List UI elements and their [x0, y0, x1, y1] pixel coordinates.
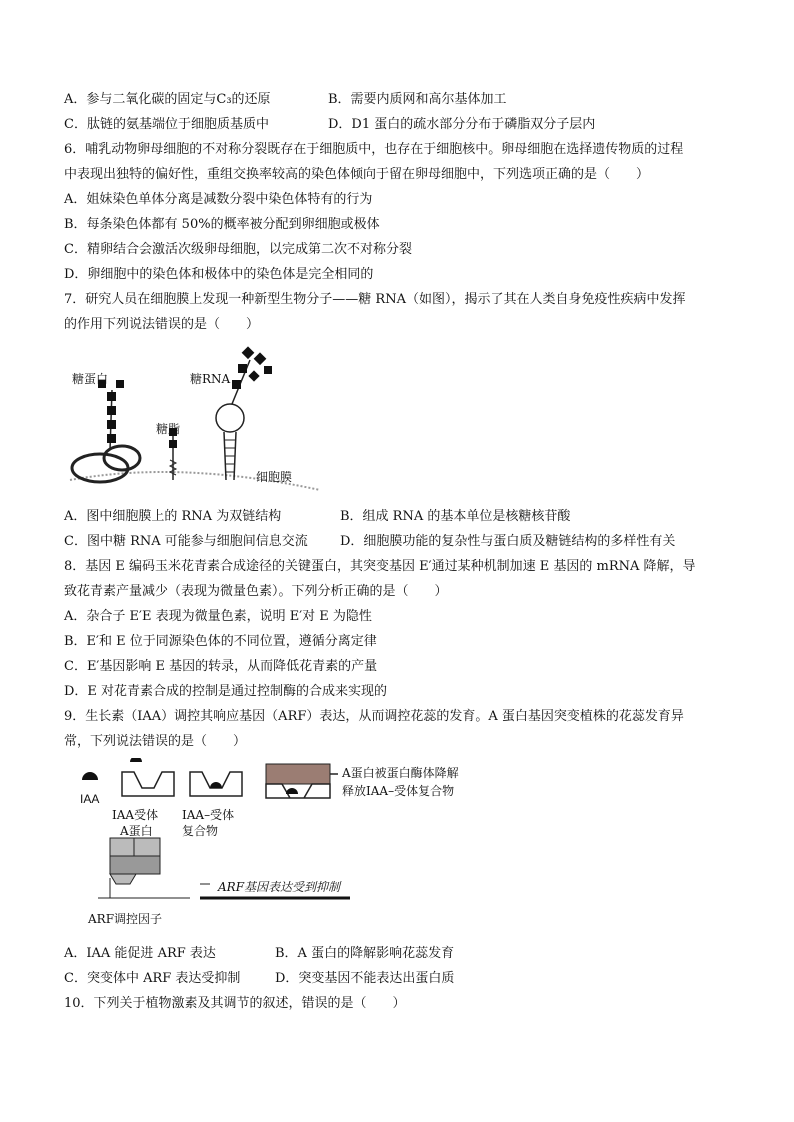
degradation-label-line2: 释放IAA–受体复合物	[342, 784, 455, 798]
q6-option-d: D．卵细胞中的染色体和极体中的染色体是完全相同的	[64, 267, 374, 282]
q9-option-a: A．IAA 能促进 ARF 表达	[64, 946, 216, 961]
q5-option-c: C．肽链的氨基端位于细胞质基质中	[64, 117, 269, 132]
arf-repressed-label: ARF基因表达受到抑制	[218, 880, 341, 894]
iaa-receptor-complex-label-line1: IAA–受体	[182, 808, 235, 822]
q7-option-b: B．组成 RNA 的基本单位是核糖核苷酸	[340, 509, 571, 524]
q6-stem-line1: 6．哺乳动物卵母细胞的不对称分裂既存在于细胞质中，也存在于细胞核中。卵母细胞在选择遗传物质的过程	[64, 142, 684, 157]
q10-stem: 10．下列关于植物激素及其调节的叙述，错误的是（ ）	[64, 996, 406, 1011]
glycolipid-label: 糖脂	[156, 422, 181, 436]
q7-option-a: A．图中细胞膜上的 RNA 为双链结构	[64, 509, 282, 524]
q8-stem-line1: 8．基因 E 编码玉米花青素合成途径的关键蛋白，其突变基因 E′通过某种机制加速 E 基因的 mRNA 降解，导	[64, 559, 696, 574]
q7-option-c: C．图中糖 RNA 可能参与细胞间信息交流	[64, 534, 308, 549]
q6-option-a: A．姐妹染色单体分离是减数分裂中染色体特有的行为	[64, 192, 373, 207]
q6-option-b: B．每条染色体都有 50%的概率被分配到卵细胞或极体	[64, 217, 380, 232]
arf-factor-label: ARF调控因子	[88, 912, 163, 926]
q6-stem-line2: 中表现出独特的偏好性，重组交换率较高的染色体倾向于留在卵母细胞中，下列选项正确的是（ ）	[64, 167, 650, 182]
glyco-rna-figure	[60, 340, 360, 500]
q5-option-d: D．D1 蛋白的疏水部分分布于磷脂双分子层内	[328, 117, 596, 132]
iaa-signaling-figure	[70, 758, 510, 938]
q7-stem-line2: 的作用下列说法错误的是（ ）	[64, 317, 260, 332]
glyco-rna-shape	[216, 346, 272, 480]
glycoprotein-shape	[72, 380, 140, 482]
iaa-receptor-label: IAA受体	[112, 808, 159, 822]
q5-option-b: B．需要内质网和高尔基体加工	[328, 92, 507, 107]
glycoprotein-label: 糖蛋白	[72, 372, 109, 386]
q8-stem-line2: 致花青素产量减少（表现为微量色素）。下列分析正确的是（ ）	[64, 584, 448, 599]
q9-option-d: D．突变基因不能表达出蛋白质	[275, 971, 455, 986]
q9-option-c: C．突变体中 ARF 表达受抑制	[64, 971, 241, 986]
a-protein-label: A蛋白	[120, 824, 153, 838]
q9-stem-line2: 常，下列说法错误的是（ ）	[64, 734, 247, 749]
iaa-label: IAA	[80, 792, 100, 806]
q9-option-b: B．A 蛋白的降解影响花蕊发育	[275, 946, 455, 961]
q8-option-b: B．E′和 E 位于同源染色体的不同位置，遵循分离定律	[64, 634, 377, 649]
membrane-label: 细胞膜	[256, 470, 293, 484]
iaa-receptor-complex-label-line2: 复合物	[182, 824, 219, 838]
a-protein-complex-shape	[266, 784, 330, 798]
q8-option-a: A．杂合子 E′E 表现为微量色素，说明 E′对 E 为隐性	[64, 609, 372, 624]
iaa-receptor-shape	[122, 772, 174, 796]
q7-stem-line1: 7．研究人员在细胞膜上发现一种新型生物分子——糖 RNA（如图），揭示了其在人类自身免疫性疾病中发挥	[64, 292, 686, 307]
q5-option-a: A．参与二氧化碳的固定与C₃的还原	[64, 92, 271, 107]
q7-option-d: D．细胞膜功能的复杂性与蛋白质及糖链结构的多样性有关	[340, 534, 676, 549]
q6-option-c: C．精卵结合会激活次级卵母细胞，以完成第二次不对称分裂	[64, 242, 412, 257]
iaa-molecule	[82, 772, 98, 780]
degradation-label-line1: A蛋白被蛋白酶体降解	[342, 766, 459, 780]
q8-option-d: D．E 对花青素合成的控制是通过控制酶的合成来实现的	[64, 684, 388, 699]
glyco-rna-label: 糖RNA	[190, 372, 231, 386]
q8-option-c: C．E′基因影响 E 基因的转录，从而降低花青素的产量	[64, 659, 378, 674]
q9-stem-line1: 9．生长素（IAA）调控其响应基因（ARF）表达，从而调控花蕊的发育。A 蛋白基因突变植株的花蕊发育异	[64, 709, 684, 724]
